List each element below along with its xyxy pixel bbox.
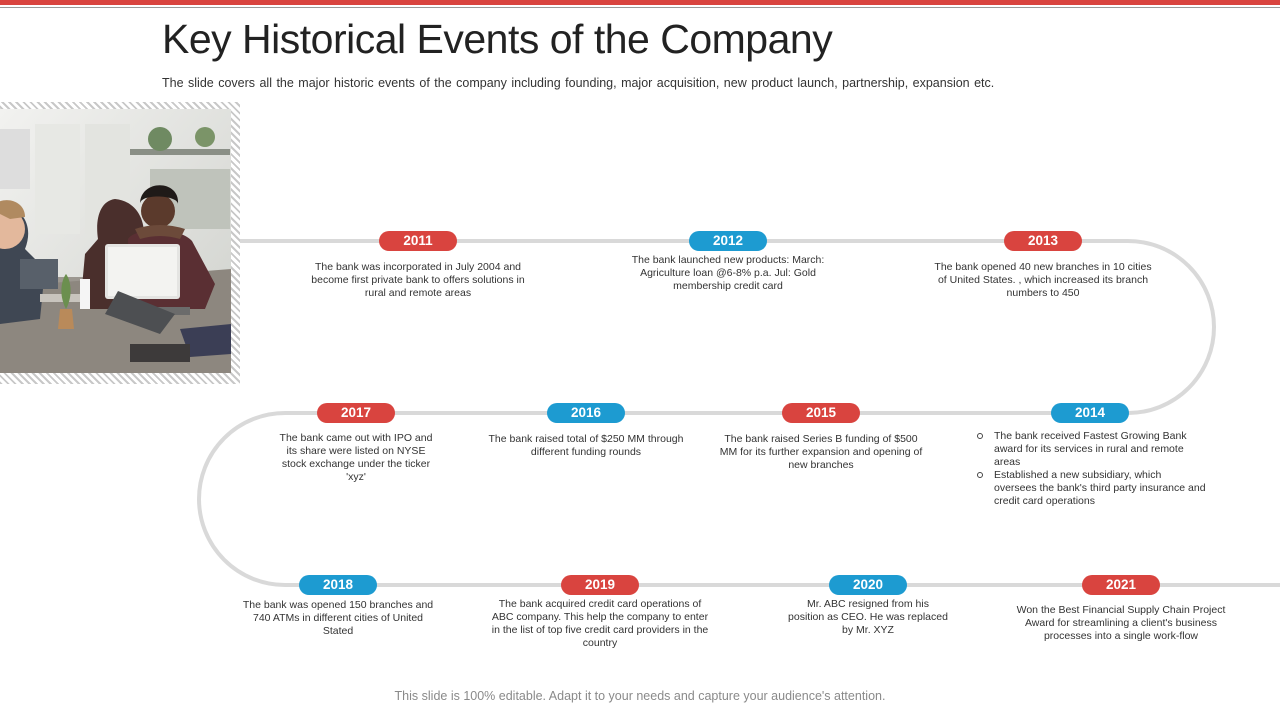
year-badge-2011: 2011 [379,231,457,251]
event-bullet: Established a new subsidiary, which oversees the bank's third party insurance and credit card operations [976,469,1206,508]
year-badge-2012: 2012 [689,231,767,251]
year-badge-2020: 2020 [829,575,907,595]
event-description-2013: The bank opened 40 new branches in 10 cities of United States. , which increased its branch numbers to 450 [934,261,1152,299]
footer-note: This slide is 100% editable. Adapt it to your needs and capture your audience's attention. [394,689,886,703]
year-badge-2019: 2019 [561,575,639,595]
year-badge-2015: 2015 [782,403,860,423]
event-description-2015: The bank raised Series B funding of $500 MM for its further expansion and opening of new branches [719,433,923,471]
year-badge-2016: 2016 [547,403,625,423]
event-description-2017: The bank came out with IPO and its share were listed on NYSE stock exchange under the ticker 'xyz' [279,432,433,483]
event-description-2019: The bank acquired credit card operations of ABC company. This help the company to enter in the list of top five credit card providers in the country [491,598,709,649]
event-bullet: The bank received Fastest Growing Bank award for its services in rural and remote areas [976,430,1206,469]
event-description-2018: The bank was opened 150 branches and 740 ATMs in different cities of United Stated [242,599,434,637]
year-badge-2014: 2014 [1051,403,1129,423]
event-description-2016: The bank raised total of $250 MM through different funding rounds [488,433,684,458]
event-description-2021: Won the Best Financial Supply Chain Project Award for streamlining a client's business processes into a single work-flow [1016,604,1226,642]
event-description-2011: The bank was incorporated in July 2004 and become first private bank to offers solutions in rural and remote areas [311,261,525,299]
event-description-2012: The bank launched new products: March: Agriculture loan @6-8% p.a. Jul: Gold membership credit card [631,254,825,292]
year-badge-2013: 2013 [1004,231,1082,251]
slide-title: Key Historical Events of the Company [162,16,833,62]
year-badge-2017: 2017 [317,403,395,423]
year-badge-2018: 2018 [299,575,377,595]
event-description-2020: Mr. ABC resigned from his position as CEO. He was replaced by Mr. XYZ [788,598,948,636]
slide-subtitle: The slide covers all the major historic events of the company including founding, major acquisition, new product launch, partnership, expansion etc. [162,76,995,90]
event-description-2014 [976,430,1206,508]
year-badge-2021: 2021 [1082,575,1160,595]
